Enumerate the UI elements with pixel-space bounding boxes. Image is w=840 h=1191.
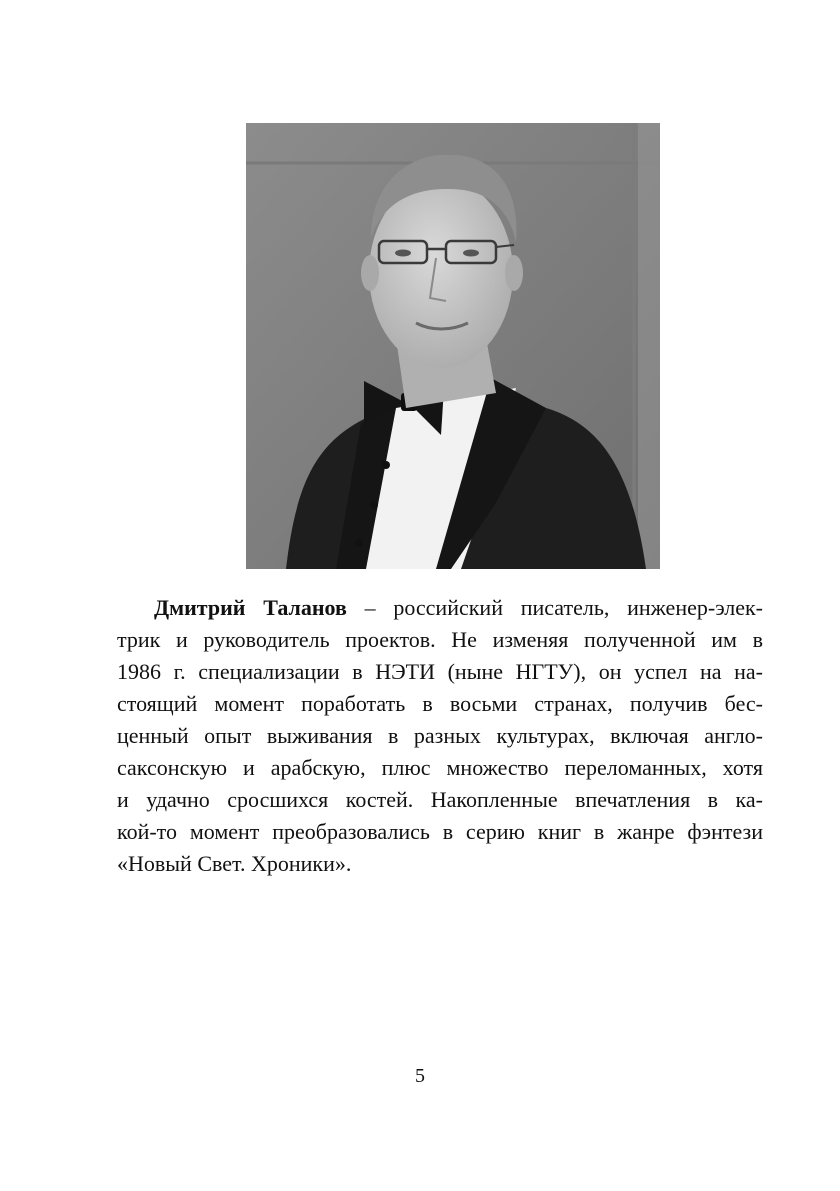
bio-line: Дмитрий Таланов – российский писатель, инженер-элек- xyxy=(154,595,763,620)
bio-line: ценный опыт выживания в разных культурах, включая англо- xyxy=(117,723,763,748)
bio-line: кой-то момент преобразовались в серию книг в жанре фэнтези xyxy=(117,819,763,844)
bio-line: «Новый Свет. Хроники». xyxy=(117,851,352,876)
author-name: Дмитрий Таланов xyxy=(154,595,347,620)
bio-line: и удачно сросшихся костей. Накопленные впечатления в ка- xyxy=(117,787,763,812)
page-number: 5 xyxy=(415,1065,425,1087)
author-bio-paragraph xyxy=(117,592,763,880)
bio-line: трик и руководитель проектов. Не изменяя полученной им в xyxy=(117,627,763,652)
author-portrait-photo xyxy=(246,123,660,569)
bio-line: 1986 г. специализации в НЭТИ (ныне НГТУ), он успел на на- xyxy=(117,659,763,684)
bio-line: стоящий момент поработать в восьми странах, получив бес- xyxy=(117,691,763,716)
bio-line: саксонскую и арабскую, плюс множество переломанных, хотя xyxy=(117,755,763,780)
